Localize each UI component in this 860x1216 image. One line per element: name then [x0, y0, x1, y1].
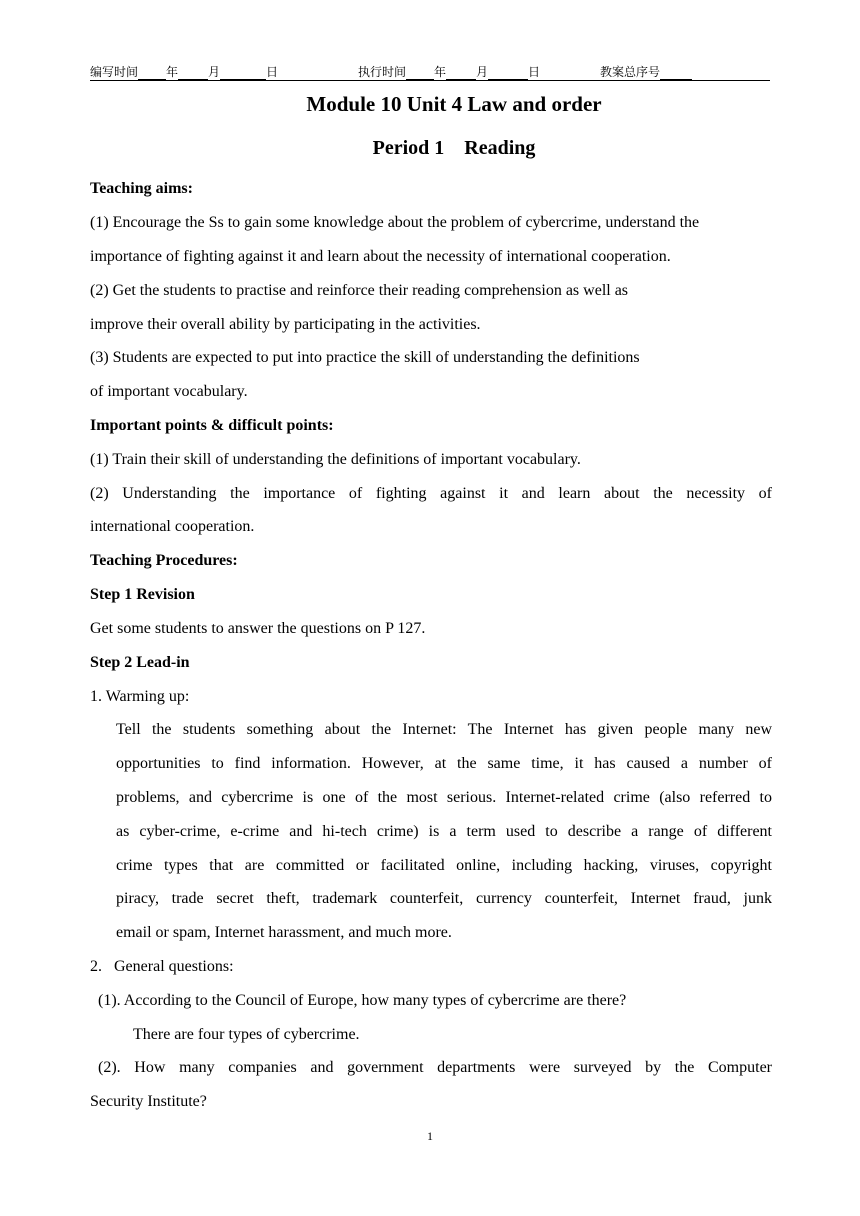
- heading-step-2: Step 2 Lead-in: [90, 654, 190, 671]
- page-header: [90, 60, 770, 81]
- day-blank: [220, 67, 266, 80]
- month-blank: [178, 67, 208, 80]
- heading-teaching-procedures: Teaching Procedures:: [90, 552, 238, 569]
- day-label: 日: [266, 65, 279, 79]
- text-line: as cyber-crime, e-crime and hi-tech crime) is a term used to describe a range of different: [116, 823, 772, 840]
- text-line: international cooperation.: [90, 518, 255, 535]
- text-line: problems, and cybercrime is one of the most serious. Internet-related crime (also referred to: [116, 789, 772, 806]
- text-line: (1). According to the Council of Europe, how many types of cybercrime are there?: [98, 992, 627, 1009]
- text-line: (2) Understanding the importance of fighting against it and learn about the necessity of: [90, 485, 772, 502]
- text-line: email or spam, Internet harassment, and much more.: [116, 924, 452, 941]
- text-line: (1) Train their skill of understanding the definitions of important vocabulary.: [90, 451, 581, 468]
- heading-important-points: Important points & difficult points:: [90, 417, 334, 434]
- page-number: 1: [427, 1129, 433, 1143]
- text-line: improve their overall ability by participating in the activities.: [90, 316, 481, 333]
- year-label: 年: [166, 65, 179, 79]
- heading-teaching-aims: Teaching aims:: [90, 180, 193, 197]
- text-line: Get some students to answer the questions on P 127.: [90, 620, 426, 637]
- text-line: Tell the students something about the Internet: The Internet has given people many new: [116, 721, 772, 738]
- text-line: (3) Students are expected to put into practice the skill of understanding the definitions: [90, 349, 640, 366]
- exec-month-label: 月: [476, 65, 489, 79]
- text-line: piracy, trade secret theft, trademark counterfeit, currency counterfeit, Internet fraud, junk: [116, 890, 772, 907]
- text-line: of important vocabulary.: [90, 383, 248, 400]
- page-title: Module 10 Unit 4 Law and order: [306, 92, 602, 116]
- text-line: Security Institute?: [90, 1093, 207, 1110]
- serial-label: 教案总序号: [600, 65, 661, 79]
- exec-day-blank: [488, 67, 528, 80]
- exec-time-field: [358, 63, 540, 80]
- text-line: (2). How many companies and government departments were surveyed by the Computer: [98, 1059, 772, 1076]
- exec-year-blank: [406, 67, 434, 80]
- compile-time-label: 编写时间: [90, 65, 139, 79]
- text-line: There are four types of cybercrime.: [133, 1026, 360, 1043]
- serial-blank: [660, 67, 692, 80]
- exec-year-label: 年: [434, 65, 447, 79]
- exec-day-label: 日: [528, 65, 541, 79]
- exec-time-label: 执行时间: [358, 65, 407, 79]
- exec-month-blank: [446, 67, 476, 80]
- text-line: importance of fighting against it and learn about the necessity of international cooperation.: [90, 248, 671, 265]
- heading-step-1: Step 1 Revision: [90, 586, 195, 603]
- text-line: opportunities to find information. However, at the same time, it has caused a number of: [116, 755, 772, 772]
- serial-field: [600, 63, 692, 80]
- text-line: 1. Warming up:: [90, 688, 190, 705]
- text-line: (1) Encourage the Ss to gain some knowledge about the problem of cybercrime, understand the: [90, 214, 700, 231]
- compile-time-field: [90, 63, 278, 80]
- year-blank: [138, 67, 166, 80]
- month-label: 月: [208, 65, 221, 79]
- text-line: (2) Get the students to practise and reinforce their reading comprehension as well as: [90, 282, 629, 299]
- text-line: crime types that are committed or facilitated online, including hacking, viruses, copyright: [116, 857, 772, 874]
- text-line: 2. General questions:: [90, 958, 234, 975]
- page-subtitle: Period 1 Reading: [372, 137, 536, 159]
